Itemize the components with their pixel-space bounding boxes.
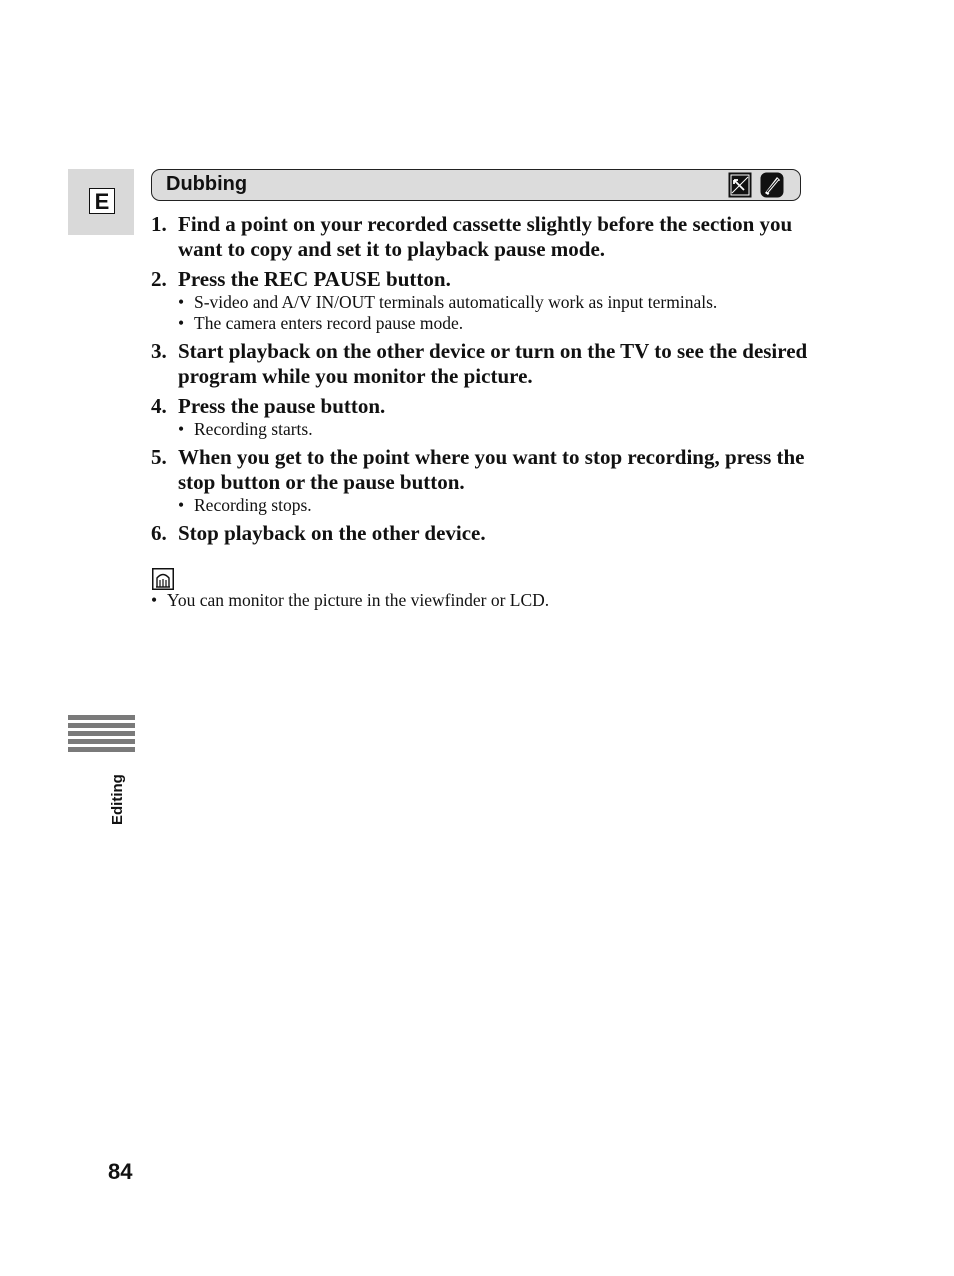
step-text: Start playback on the other device or turn on the TV to see the desired program while you monitor the picture. [178, 339, 808, 388]
step-item [151, 394, 811, 440]
step-item [151, 212, 811, 262]
section-title-bar [151, 169, 801, 201]
section-title: Dubbing [166, 173, 248, 195]
step-bullet: • Recording stops. [178, 495, 811, 516]
step-text: Press the REC PAUSE button. [178, 267, 451, 291]
step-bullet: • Recording starts. [178, 419, 811, 440]
step-number: 3. [151, 339, 167, 363]
step-item [151, 339, 811, 389]
step-number: 5. [151, 445, 167, 469]
language-label: E [89, 188, 115, 214]
step-bullet: • The camera enters record pause mode. [178, 313, 811, 334]
instruction-list [151, 212, 811, 546]
step-text: Find a point on your recorded cassette slightly before the section you want to copy and set it to playback pause mode. [178, 212, 793, 261]
step-number: 6. [151, 521, 167, 545]
section-stripes [68, 715, 135, 755]
camera-pen-icon [760, 172, 784, 198]
step-item [151, 521, 811, 546]
play-mode-icon [728, 172, 752, 198]
page-number: 84 [108, 1159, 133, 1184]
step-text: Stop playback on the other device. [178, 521, 486, 545]
step-text: When you get to the point where you want to stop recording, press the stop button or the pause button. [178, 445, 805, 494]
step-text: Press the pause button. [178, 394, 386, 418]
note-text: • You can monitor the picture in the viewfinder or LCD. [151, 590, 549, 611]
section-label: Editing [109, 774, 126, 825]
step-number: 4. [151, 394, 167, 418]
step-item [151, 267, 811, 334]
step-bullet: • S-video and A/V IN/OUT terminals automatically work as input terminals. [178, 292, 811, 313]
language-tab [68, 169, 134, 235]
note-icon [152, 568, 174, 590]
step-number: 2. [151, 267, 167, 291]
step-item [151, 445, 811, 516]
step-number: 1. [151, 212, 167, 236]
